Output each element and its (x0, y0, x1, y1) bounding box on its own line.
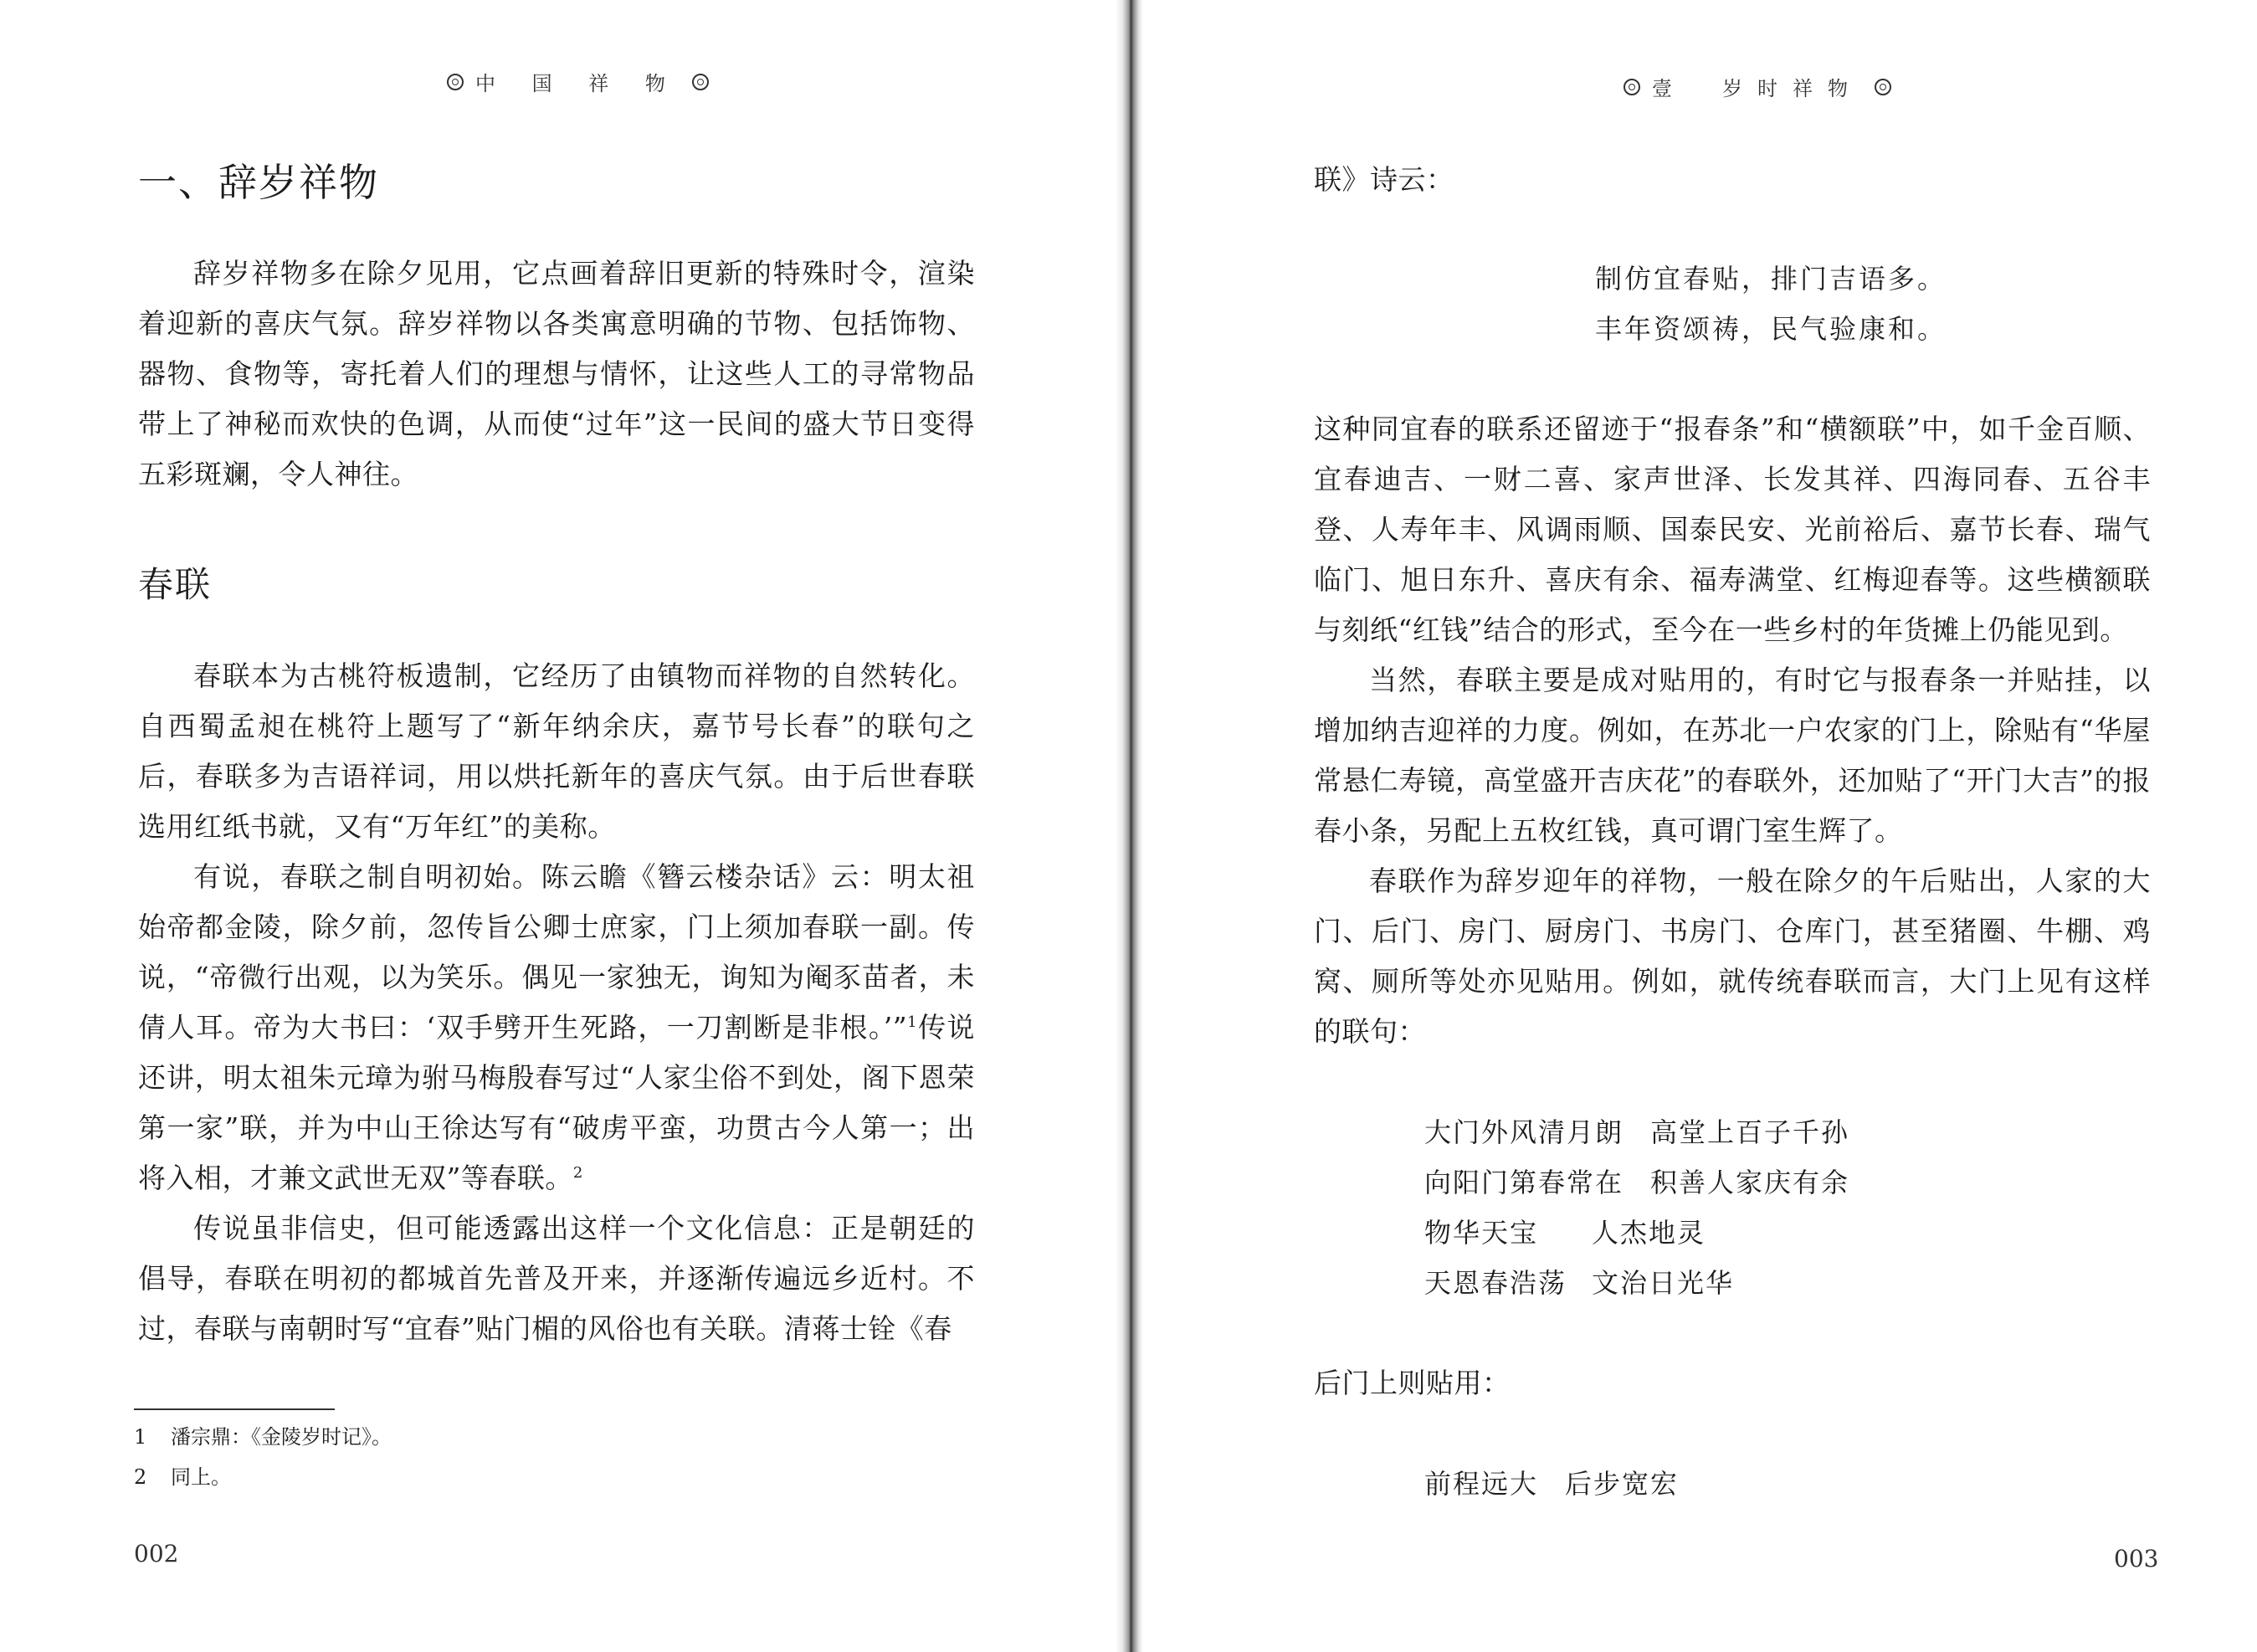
book-gutter (1116, 0, 1143, 1652)
couplet-upper: 物华天宝 (1424, 1217, 1539, 1249)
footnote (134, 1457, 231, 1497)
body-paragraph: 当然，春联主要是成对贴用的，有时它与报春条一并贴挂，以增加纳吉迎祥的力度。例如，在苏北一户农家的门上，除贴有“华屋常悬仁寿镜，高堂盛开吉庆花”的春联外，还加贴了“开门大吉”的报春小条，另配上五枚红钱，真可谓门室生辉了。 (1314, 664, 2151, 847)
continuation-text: 联》诗云： (1314, 163, 1454, 196)
ornament-icon (692, 74, 709, 90)
ornament-icon (447, 74, 464, 90)
running-head-text: 中 国 祥 物 (475, 72, 680, 95)
back-door-intro: 后门上则贴用： (1314, 1367, 1511, 1399)
ornament-icon (1875, 79, 1891, 95)
couplet-list (1424, 1107, 1849, 1308)
paragraph-text: 有说，春联之制自明初始。陈云瞻《簪云楼杂话》云：明太祖始帝都金陵，除夕前，忽传旨公卿士庶家，门上须加春联一副。传说，“帝微行出观，以为笑乐。偶见一家独无，询知为阉豕苗者，未倩人耳。帝为大书曰：‘双手劈开生死路，一刀割断是非根。’” (138, 860, 975, 1044)
couplet-upper: 前程远大 (1424, 1468, 1539, 1500)
body-paragraph: 这种同宜春的联系还留迹于“报春条”和“横额联”中，如千金百顺、宜春迪吉、一财二喜、家声世泽、长发其祥、四海同春、五谷丰登、人寿年丰、风调雨顺、国泰民安、光前裕后、嘉节长春、瑞气临门、旭日东升、喜庆有余、福寿满堂、红梅迎春等。这些横额联与刻纸“红钱”结合的形式，至今在一些乡村的年货摊上仍能见到。 (1314, 413, 2151, 646)
body-paragraph (138, 852, 975, 1203)
right-page (1143, 0, 2257, 1652)
poem-line: 制仿宜春贴，排门吉语多。 (1595, 263, 1947, 295)
page-number: 003 (2114, 1545, 2159, 1572)
couplet-row (1424, 1157, 1849, 1208)
couplet-lower: 高堂上百子千孙 (1650, 1116, 1850, 1148)
couplet-lower: 后步宽宏 (1565, 1468, 1680, 1500)
left-page (0, 0, 1116, 1652)
running-head (1612, 72, 1903, 101)
footnote-number: 2 (134, 1465, 147, 1489)
ornament-icon (1624, 79, 1640, 95)
footnote (134, 1417, 392, 1457)
poem-line: 丰年资颂祷，民气验康和。 (1595, 313, 1947, 345)
couplet-upper: 天恩春浩荡 (1424, 1267, 1567, 1299)
footnote-text: 同上。 (171, 1465, 231, 1489)
footnote-divider (134, 1408, 335, 1410)
paragraph-text: 传说还讲，明太祖朱元璋为驸马梅殷春写过“人家尘俗不到处，阁下恩荣第一家”联，并为中山王徐达写有“破虏平蛮，功贯古今人第一；出将入相，才兼文武世无双”等春联。 (138, 1011, 975, 1194)
poem (1595, 254, 1947, 354)
couplet-row (1424, 1459, 1679, 1509)
section-title: 春联 (138, 564, 213, 605)
couplet-row (1424, 1208, 1849, 1258)
body-paragraph: 传说虽非信史，但可能透露出这样一个文化信息：正是朝廷的倡导，春联在明初的都城首先普及开来，并逐渐传遍远乡近村。不过，春联与南朝时写“宜春”贴门楣的风俗也有关联。清蒋士铨《春 (138, 1212, 975, 1345)
chapter-title: 一、辞岁祥物 (138, 160, 379, 205)
running-head (435, 67, 721, 96)
intro-paragraph: 辞岁祥物多在除夕见用，它点画着辞旧更新的特殊时令，渲染着迎新的喜庆气氛。辞岁祥物以各类寓意明确的节物、包括饰物、器物、食物等，寄托着人们的理想与情怀，让这些人工的寻常物品带上了神秘而欢快的色调，从而使“过年”这一民间的盛大节日变得五彩斑斓，令人神往。 (138, 257, 975, 490)
body-paragraph: 春联作为辞岁迎年的祥物，一般在除夕的午后贴出，人家的大门、后门、房门、厨房门、书房门、仓库门，甚至猪圈、牛棚、鸡窝、厕所等处亦见贴用。例如，就传统春联而言，大门上见有这样的联句： (1314, 864, 2151, 1048)
couplet-row (1424, 1258, 1849, 1308)
couplet-list (1424, 1459, 1679, 1509)
running-head-text: 壹 岁时祥物 (1652, 77, 1863, 100)
couplet-upper: 大门外风清月朗 (1424, 1116, 1624, 1148)
couplet-lower: 积善人家庆有余 (1650, 1167, 1850, 1198)
couplet-row (1424, 1107, 1849, 1157)
couplet-upper: 向阳门第春常在 (1424, 1167, 1624, 1198)
footnote-number: 1 (134, 1425, 147, 1449)
couplet-lower: 人杰地灵 (1592, 1217, 1706, 1249)
footnote-text: 潘宗鼎：《金陵岁时记》。 (171, 1425, 392, 1449)
footnote-marker: 1 (907, 1013, 918, 1031)
page-number: 002 (134, 1540, 179, 1567)
couplet-lower: 文治日光华 (1592, 1267, 1735, 1299)
body-paragraph: 春联本为古桃符板遗制，它经历了由镇物而祥物的自然转化。自西蜀孟昶在桃符上题写了“新年纳余庆，嘉节号长春”的联句之后，春联多为吉语祥词，用以烘托新年的喜庆气氛。由于后世春联选用红纸书就，又有“万年红”的美称。 (138, 659, 975, 843)
footnote-marker: 2 (572, 1164, 583, 1182)
